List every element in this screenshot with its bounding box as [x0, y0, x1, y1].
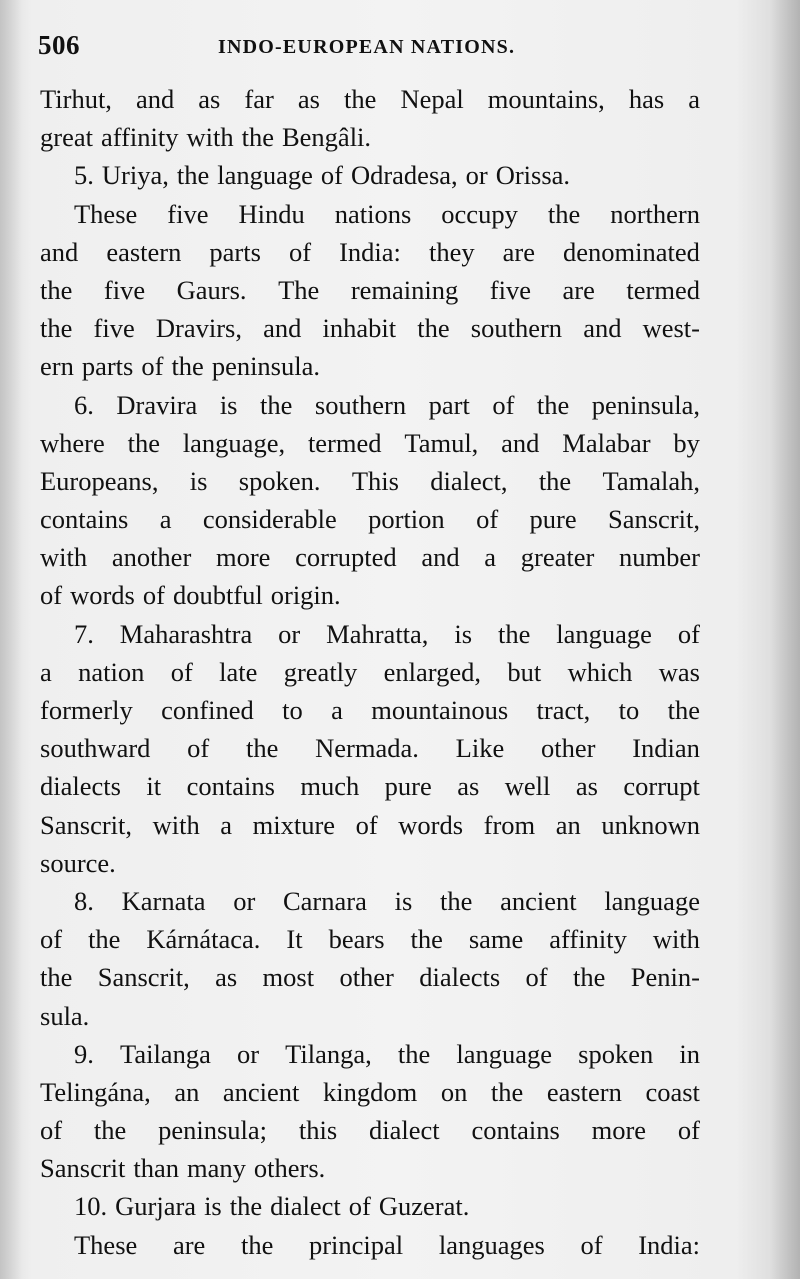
word: This: [351, 465, 399, 496]
word: of: [476, 504, 499, 535]
word: India:: [339, 236, 401, 267]
word: are: [502, 236, 535, 267]
word: late: [219, 656, 258, 687]
word: by: [673, 427, 700, 458]
word: southward: [40, 733, 151, 764]
word: where: [40, 427, 105, 458]
page-header: [38, 30, 750, 64]
word: inhabit: [322, 313, 397, 344]
word: spoken: [578, 1038, 654, 1069]
word: Odradesa,: [350, 160, 458, 191]
word: the: [547, 198, 581, 229]
word: of: [40, 580, 63, 611]
word: Dravira: [116, 389, 198, 420]
text-line: [40, 462, 700, 500]
word: Penin-: [630, 962, 700, 993]
word: termed: [626, 274, 700, 305]
page-number: 506: [38, 30, 80, 60]
word: These: [74, 1229, 138, 1260]
text-line: [40, 386, 700, 424]
word: with: [186, 122, 234, 153]
word: language: [217, 160, 313, 191]
word: the: [240, 1229, 274, 1260]
word: great: [40, 122, 93, 153]
word: which: [567, 656, 633, 687]
word: dialect: [270, 1191, 341, 1222]
word: mountainous: [371, 695, 509, 725]
text-line: [40, 195, 700, 233]
word: is: [219, 389, 238, 420]
text-line: [40, 882, 700, 920]
text-line: [40, 729, 700, 767]
word: Telingána,: [40, 1076, 151, 1107]
word: words: [70, 580, 135, 611]
word: of: [187, 733, 210, 764]
word: contains: [40, 504, 129, 535]
word: of: [677, 618, 700, 649]
word: Like: [455, 733, 505, 764]
word: is: [394, 885, 413, 916]
word: the: [397, 1038, 431, 1069]
word: the: [497, 618, 531, 649]
text-line: [40, 1111, 700, 1149]
word: southern: [470, 313, 563, 344]
word: much: [300, 771, 360, 802]
word: dialects: [419, 962, 501, 993]
text-line: [40, 1226, 700, 1264]
text-line: [40, 500, 700, 538]
word: India:: [638, 1229, 700, 1260]
text-line: [40, 958, 700, 996]
word: coast: [645, 1076, 700, 1107]
body-text: [40, 80, 700, 1264]
text-line: [40, 538, 700, 576]
word: the: [260, 389, 293, 420]
word: Europeans,: [40, 465, 159, 496]
word: the: [410, 924, 443, 955]
word: more: [215, 542, 271, 573]
word: peninsula,: [591, 389, 700, 420]
word: It: [286, 924, 303, 955]
text-line: [40, 309, 700, 347]
text-line: [40, 615, 700, 653]
word: Sanscrit,: [607, 504, 700, 535]
word: it: [146, 771, 162, 802]
word: as: [297, 84, 320, 114]
word: a: [484, 542, 497, 573]
word: language,: [182, 427, 286, 458]
text-line: [40, 1149, 700, 1187]
word: or: [278, 618, 301, 649]
word: confined: [161, 695, 254, 725]
word: well: [504, 771, 551, 802]
page-edge-shadow-right: [770, 0, 800, 1279]
word: of: [355, 809, 378, 840]
word: to: [282, 695, 303, 725]
word: is: [454, 618, 473, 649]
text-line: [40, 271, 700, 309]
word: corrupt: [623, 771, 700, 802]
word: far: [244, 84, 274, 114]
word: language: [556, 618, 652, 649]
word: peninsula.: [211, 351, 320, 382]
word: of: [40, 924, 63, 955]
word: eastern: [546, 1076, 622, 1107]
word: was: [658, 656, 700, 687]
word: pure: [529, 504, 577, 535]
word: others.: [253, 1153, 326, 1184]
word: as: [575, 771, 598, 802]
word: mountains,: [487, 84, 605, 114]
word: ancient: [500, 885, 577, 916]
word: 5.: [74, 160, 94, 191]
word: a: [40, 656, 52, 687]
word: portion: [368, 504, 445, 535]
word: and: [40, 236, 79, 267]
word: of: [580, 1229, 603, 1260]
word: or: [233, 885, 256, 916]
word: contains: [186, 771, 275, 802]
word: more: [591, 1115, 647, 1146]
word: the: [667, 695, 700, 725]
word: eastern: [106, 236, 182, 267]
word: dialect: [369, 1115, 440, 1146]
word: denominated: [563, 236, 700, 267]
word: an: [174, 1076, 200, 1107]
word: 8.: [74, 885, 94, 916]
word: the: [536, 389, 570, 420]
word: Gurjara: [115, 1191, 197, 1222]
word: than: [133, 1153, 179, 1184]
word: another: [111, 542, 192, 573]
word: the: [439, 885, 473, 916]
word: of: [677, 1115, 700, 1146]
word: parts: [81, 351, 134, 382]
word: source.: [40, 847, 116, 878]
word: Carnara: [282, 885, 367, 916]
word: The: [278, 274, 320, 305]
word: and: [421, 542, 460, 573]
word: ern: [40, 351, 74, 382]
word: they: [428, 236, 475, 267]
text-line: [40, 844, 700, 882]
word: formerly: [40, 695, 133, 725]
text-line: [40, 156, 700, 194]
word: from: [483, 809, 536, 840]
word: These: [74, 198, 138, 229]
word: affinity: [549, 924, 627, 955]
word: Guzerat.: [378, 1191, 470, 1222]
word: dialect,: [430, 465, 508, 496]
word: southern: [314, 389, 407, 420]
word: the: [127, 427, 160, 458]
word: the: [490, 1076, 524, 1107]
word: parts: [209, 236, 261, 267]
word: Malabar: [562, 427, 651, 458]
word: Karnata: [121, 885, 206, 916]
running-head: INDO-EUROPEAN NATIONS.: [218, 36, 516, 58]
word: northern: [610, 198, 700, 229]
word: is: [204, 1191, 222, 1222]
text-line: [40, 1073, 700, 1111]
word: dialects: [40, 771, 121, 802]
word: five: [167, 198, 209, 229]
text-line: [40, 347, 700, 385]
text-line: [40, 997, 700, 1035]
word: of: [288, 236, 312, 267]
word: five: [103, 274, 146, 305]
word: as: [215, 962, 238, 993]
word: doubtful: [172, 580, 263, 611]
word: of: [492, 389, 515, 420]
text-line: [40, 118, 700, 156]
word: a: [331, 695, 343, 725]
word: nations: [334, 198, 412, 229]
word: Tamul,: [404, 427, 479, 458]
word: the: [417, 313, 450, 344]
word: occupy: [441, 198, 518, 229]
text-line: [40, 1035, 700, 1073]
word: Tilanga,: [285, 1038, 372, 1069]
word: affinity: [100, 122, 179, 153]
word: number: [619, 542, 700, 573]
word: Nepal: [400, 84, 464, 114]
word: the: [40, 962, 73, 993]
word: the: [93, 1115, 127, 1146]
word: kingdom: [323, 1076, 418, 1107]
word: as: [198, 84, 221, 114]
word: sula.: [40, 1000, 90, 1031]
word: on: [440, 1076, 468, 1107]
word: of: [142, 580, 165, 611]
word: termed: [307, 427, 382, 458]
word: principal: [308, 1229, 404, 1260]
word: as: [457, 771, 480, 802]
word: or: [465, 160, 488, 191]
word: Uriya,: [101, 160, 169, 191]
word: nation: [78, 656, 145, 687]
text-line: [40, 576, 700, 614]
word: has: [628, 84, 665, 114]
word: and: [501, 427, 540, 458]
word: of: [40, 1115, 63, 1146]
word: enlarged,: [383, 656, 482, 687]
word: an: [555, 809, 581, 840]
word: and: [583, 313, 622, 344]
word: Maharashtra: [119, 618, 253, 649]
word: greatly: [283, 656, 358, 687]
word: Orissa.: [495, 160, 571, 191]
word: Bengâli.: [282, 122, 372, 153]
word: most: [262, 962, 315, 993]
word: five: [93, 313, 135, 344]
word: Kárnátaca.: [146, 924, 261, 955]
word: but: [507, 656, 542, 687]
word: and: [135, 84, 175, 114]
word: the: [246, 733, 279, 764]
text-line: [40, 233, 700, 271]
word: to: [618, 695, 640, 725]
word: spoken.: [238, 465, 321, 496]
word: 10.: [74, 1191, 108, 1222]
word: origin.: [270, 580, 341, 611]
word: contains: [471, 1115, 560, 1146]
word: Tirhut,: [40, 84, 112, 114]
word: pure: [384, 771, 432, 802]
text-line: [40, 806, 700, 844]
word: and: [263, 313, 302, 344]
word: a: [220, 809, 233, 840]
word: a: [688, 84, 700, 114]
word: the: [88, 924, 121, 955]
word: considerable: [202, 504, 337, 535]
word: of: [170, 656, 193, 687]
word: in: [679, 1038, 700, 1069]
word: with: [152, 809, 200, 840]
word: is: [189, 465, 208, 496]
word: Indian: [632, 733, 700, 764]
word: same: [468, 924, 524, 955]
word: Sanscrit,: [40, 809, 132, 840]
word: other: [541, 733, 596, 764]
word: Hindu: [238, 198, 305, 229]
word: many: [187, 1153, 246, 1184]
text-line: [40, 80, 700, 118]
word: part: [428, 389, 470, 420]
word: words: [398, 809, 464, 840]
word: corrupted: [295, 542, 397, 573]
word: the: [176, 160, 210, 191]
word: the: [344, 84, 377, 114]
word: the: [241, 122, 274, 153]
text-line: [40, 1187, 700, 1225]
word: the: [40, 274, 73, 305]
word: or: [236, 1038, 260, 1069]
word: Sanscrit: [40, 1153, 126, 1184]
word: mixture: [252, 809, 336, 840]
word: tract,: [536, 695, 591, 725]
word: remaining: [350, 274, 459, 305]
word: five: [489, 274, 531, 305]
text-line: [40, 691, 700, 729]
word: Dravirs,: [155, 313, 242, 344]
word: unknown: [601, 809, 700, 840]
word: of: [141, 351, 164, 382]
word: of: [525, 962, 548, 993]
word: 9.: [74, 1038, 94, 1069]
text-line: [40, 653, 700, 691]
word: language: [604, 885, 700, 916]
word: with: [652, 924, 700, 955]
word: Sanscrit,: [97, 962, 190, 993]
word: the: [229, 1191, 263, 1222]
word: Tamalah,: [602, 465, 700, 496]
word: with: [40, 542, 88, 573]
word: Nermada.: [315, 733, 419, 764]
text-line: [40, 424, 700, 462]
word: a: [159, 504, 172, 535]
word: ancient: [222, 1076, 300, 1107]
word: Gaurs.: [176, 274, 247, 305]
word: are: [562, 274, 595, 305]
word: west-: [642, 313, 700, 344]
word: Mahratta,: [326, 618, 429, 649]
word: of: [348, 1191, 371, 1222]
word: the: [40, 313, 73, 344]
word: 7.: [74, 618, 94, 649]
word: languages: [438, 1229, 545, 1260]
word: Tailanga: [119, 1038, 211, 1069]
word: greater: [520, 542, 595, 573]
word: bears: [328, 924, 385, 955]
word: the: [538, 465, 572, 496]
word: of: [320, 160, 343, 191]
word: the: [171, 351, 204, 382]
text-line: [40, 767, 700, 805]
word: 6.: [74, 389, 94, 420]
word: are: [172, 1229, 206, 1260]
page-edge-shadow-left: [0, 0, 22, 1279]
word: the: [572, 962, 606, 993]
text-line: [40, 920, 700, 958]
word: other: [339, 962, 394, 993]
word: this: [298, 1115, 338, 1146]
word: language: [456, 1038, 553, 1069]
word: peninsula;: [158, 1115, 268, 1146]
